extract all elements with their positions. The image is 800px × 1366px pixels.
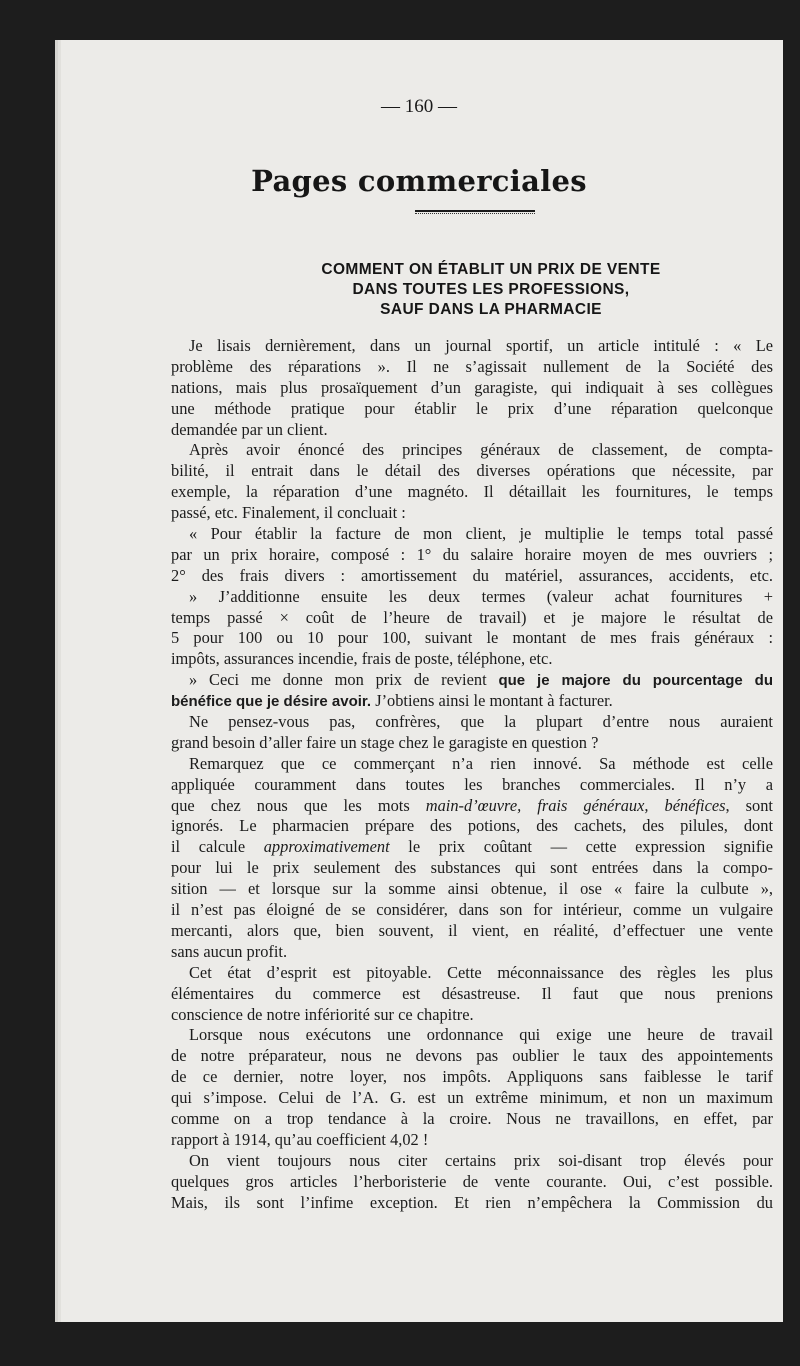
article-body	[171, 336, 773, 1213]
text-line: demandée par un client.	[171, 419, 328, 439]
text-line: sans aucun profit.	[171, 941, 288, 961]
text-line: ignorés. Le pharmacien prépare des potions, des cachets, des pilules, dont	[171, 816, 773, 836]
text-span: le prix coûtant — cette expression signifie	[389, 837, 773, 857]
text-line	[171, 837, 773, 858]
text-line: Cet état d’esprit est pitoyable. Cette méconnaissance des règles les plus	[189, 962, 773, 982]
text-line: problème des réparations ». Il ne s’agissait nullement de la Société des	[171, 356, 773, 376]
text-line: nations, mais plus prosaïquement d’un garagiste, qui indiquait à ses collègues	[171, 377, 773, 397]
page-number: — 160 —	[381, 96, 457, 117]
text-line	[171, 670, 773, 691]
text-line: Je lisais dernièrement, dans un journal sportif, un article intitulé : « Le	[189, 336, 773, 355]
text-line: une méthode pratique pour établir le prix d’une réparation quelconque	[171, 398, 773, 418]
text-line: Mais, ils sont l’infime exception. Et rien n’empêchera la Commission du	[171, 1192, 773, 1212]
text-line: de ce dernier, notre loyer, nos impôts. Appliquons sans faiblesse le tarif	[171, 1067, 773, 1087]
text-line: impôts, assurances incendie, frais de poste, téléphone, etc.	[171, 649, 553, 669]
text-line: pour lui le prix seulement des substances qui sont entrées dans la compo-	[171, 858, 773, 878]
text-line: Remarquez que ce commerçant n’a rien innové. Sa méthode est celle	[189, 753, 773, 773]
text-line: Ne pensez-vous pas, confrères, que la plupart d’entre nous auraient	[189, 712, 773, 732]
section-title: Pages commerciales	[251, 164, 587, 198]
text-span: J’obtiens ainsi le montant à facturer.	[371, 691, 613, 711]
text-line: qui s’impose. Celui de l’A. G. est un extrême minimum, et non un maximum	[171, 1088, 773, 1108]
text-line: mercanti, alors que, bien souvent, il vient, en réalité, d’effectuer une vente	[171, 920, 773, 940]
text-line: quelques gros articles l’herboristerie de vente courante. Oui, c’est possible.	[171, 1171, 773, 1191]
text-line: exemple, la réparation d’une magnéto. Il détaillait les fournitures, le temps	[171, 482, 773, 502]
text-line: « Pour établir la facture de mon client, je multiplie le temps total passé	[189, 524, 773, 544]
text-line	[171, 796, 773, 817]
text-line: élémentaires du commerce est désastreuse. Il faut que nous prenions	[171, 983, 773, 1003]
text-span: » Ceci me donne mon prix de revient	[189, 670, 499, 690]
heading-line-1: COMMENT ON ÉTABLIT UN PRIX DE VENTE	[321, 261, 661, 278]
text-span: que chez nous que les mots	[171, 795, 426, 815]
text-line: rapport à 1914, qu’au coefficient 4,02 !	[171, 1129, 429, 1149]
text-line: sition — et lorsque sur la somme ainsi obtenue, il ose « faire la culbute »,	[171, 879, 773, 899]
italic-text: approximativement	[263, 837, 390, 857]
document-page	[55, 40, 783, 1322]
bold-text: bénéfice que je désire avoir.	[171, 693, 372, 711]
text-line: il n’est pas éloigné de se considérer, dans son for intérieur, comme un vulgaire	[171, 900, 773, 920]
heading-line-2: DANS TOUTES LES PROFESSIONS,	[352, 281, 630, 298]
text-line: On vient toujours nous citer certains prix soi-disant trop élevés pour	[189, 1150, 773, 1170]
text-line: Lorsque nous exécutons une ordonnance qui exige une heure de travail	[189, 1025, 773, 1045]
text-line: par un prix horaire, composé : 1° du salaire horaire moyen de mes ouvriers ;	[171, 544, 773, 564]
text-line: Après avoir énoncé des principes généraux de classement, de compta-	[189, 440, 773, 460]
text-line: comme on a trop tendance à la croire. Nous ne travaillons, en effet, par	[171, 1108, 773, 1128]
text-line: 5 pour 100 ou 10 pour 100, suivant le montant de mes frais généraux :	[171, 628, 773, 648]
text-line: grand besoin d’aller faire un stage chez le garagiste en question ?	[171, 732, 599, 752]
heading-line-3: SAUF DANS LA PHARMACIE	[380, 301, 602, 318]
article-heading	[235, 260, 747, 320]
text-line: temps passé × coût de l’heure de travail) et je majore le résultat de	[171, 607, 773, 627]
text-line: conscience de notre infériorité sur ce chapitre.	[171, 1004, 474, 1024]
bold-text: que je majore du pourcentage du	[498, 672, 773, 690]
text-line: » J’additionne ensuite les deux termes (valeur achat fournitures +	[189, 586, 773, 606]
italic-text: main-d’œuvre, frais généraux, bénéfices	[425, 795, 726, 815]
text-span: il calcule	[171, 837, 264, 857]
text-line: bilité, il entrait dans le détail des diverses opérations que nécessite, par	[171, 461, 773, 481]
text-line: appliquée couramment dans toutes les branches commerciales. Il n’y a	[171, 774, 773, 794]
text-line	[171, 691, 773, 712]
title-divider	[415, 210, 535, 214]
text-line: 2° des frais divers : amortissement du matériel, assurances, accidents, etc.	[171, 565, 773, 585]
text-line: passé, etc. Finalement, il concluait :	[171, 503, 406, 523]
text-line: de notre préparateur, nous ne devons pas oublier le taux des appointements	[171, 1046, 773, 1066]
text-span: , sont	[725, 795, 773, 815]
